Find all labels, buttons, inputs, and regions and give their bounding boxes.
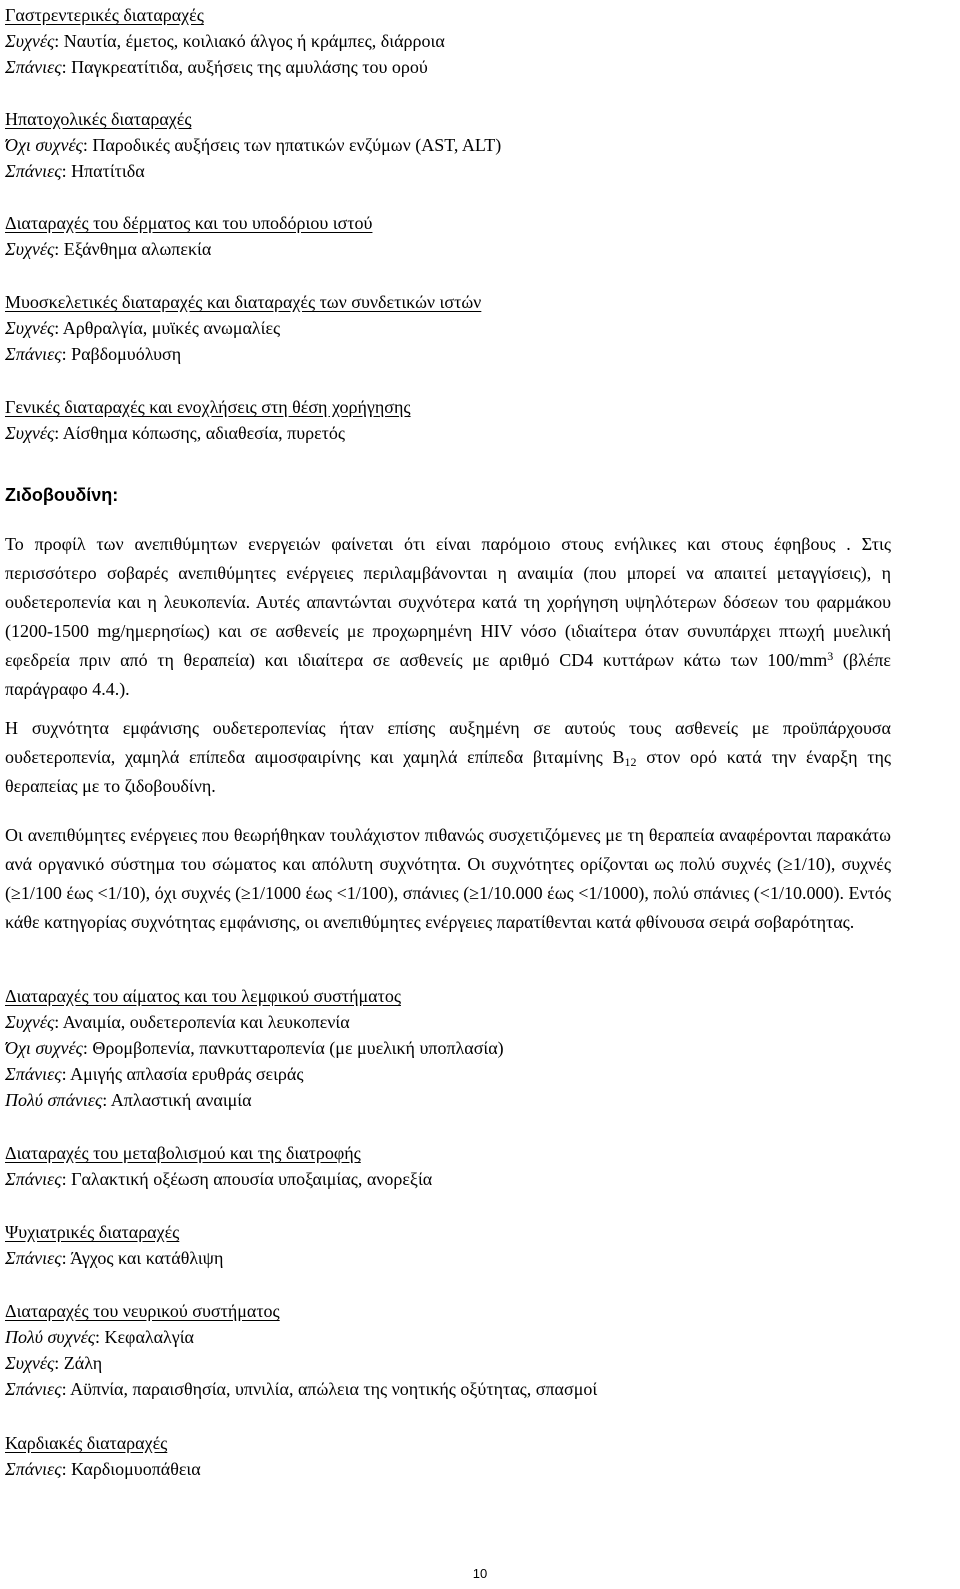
entry-text: : Αϋπνία, παραισθησία, υπνιλία, απώλεια της νοητικής οξύτητας, σπασμοί: [61, 1379, 598, 1399]
entry: [5, 54, 905, 80]
page-number: 10: [472, 1566, 488, 1581]
entry-text: : Κεφαλαλγία: [95, 1327, 194, 1347]
section-general: [5, 394, 905, 446]
entry-text: : Άγχος και κατάθλιψη: [61, 1248, 224, 1268]
entry: [5, 132, 905, 158]
entry-text: : Αρθραλγία, μυϊκές ανωμαλίες: [54, 318, 281, 338]
section-heading: Διαταραχές του μεταβολισμού και της διατροφής: [5, 1143, 361, 1163]
entry-text: : Απλαστική αναιμία: [102, 1090, 252, 1110]
section-psychiatric: [5, 1219, 905, 1271]
section-nervous-system: [5, 1298, 905, 1402]
section-heading: Μυοσκελετικές διαταραχές και διαταραχές των συνδετικών ιστών: [5, 292, 482, 312]
entry: [5, 1376, 905, 1402]
entry: [5, 28, 905, 54]
section-heading: Γαστρεντερικές διαταραχές: [5, 5, 204, 25]
entry: [5, 1009, 905, 1035]
entry: [5, 420, 905, 446]
frequency-label: Συχνές: [5, 239, 55, 259]
frequency-label: Πολύ συχνές: [5, 1327, 95, 1347]
frequency-label: Συχνές: [5, 423, 55, 443]
section-musculoskeletal: [5, 289, 905, 367]
entry-text: : Εξάνθημα αλωπεκία: [54, 239, 212, 259]
entry-text: : Παγκρεατίτιδα, αυξήσεις της αμυλάσης του ορού: [61, 57, 428, 77]
frequency-label: Σπάνιες: [5, 57, 62, 77]
frequency-label: Σπάνιες: [5, 161, 62, 181]
frequency-label: Συχνές: [5, 1012, 55, 1032]
frequency-label: Συχνές: [5, 1353, 55, 1373]
frequency-label: Σπάνιες: [5, 344, 62, 364]
drug-heading: Ζιδοβουδίνη:: [5, 485, 119, 505]
entry-text: : Θρομβοπενία, πανκυτταροπενία (με μυελική υποπλασία): [82, 1038, 504, 1058]
entry-text: : Καρδιομυοπάθεια: [61, 1459, 201, 1479]
frequency-label: Συχνές: [5, 318, 55, 338]
frequency-label: Όχι συχνές: [5, 1038, 83, 1058]
entry-text: : Αμιγής απλασία ερυθράς σειράς: [61, 1064, 304, 1084]
superscript: 3: [827, 649, 834, 663]
frequency-label: Σπάνιες: [5, 1169, 62, 1189]
paragraph-text: Η συχνότητα εμφάνισης ουδετεροπενίας ήταν επίσης αυξημένη σε αυτούς τους ασθενείς με προϋπάρχουσα ουδετεροπενία, χαμηλά επίπεδα αιμοσφαιρίνης και χαμηλά επίπεδα βιταμίνης B: [5, 718, 891, 767]
entry: [5, 341, 905, 367]
entry: [5, 1456, 905, 1482]
entry: [5, 1087, 905, 1113]
entry: [5, 1324, 905, 1350]
entry-text: : Ναυτία, έμετος, κοιλιακό άλγος ή κράμπες, διάρροια: [54, 31, 445, 51]
entry: [5, 315, 905, 341]
entry-text: : Γαλακτική οξέωση απουσία υποξαιμίας, ανορεξία: [61, 1169, 433, 1189]
section-heading: Ηπατοχολικές διαταραχές: [5, 109, 192, 129]
paragraph-text: (βλέπε παράγραφο 4.4.).: [5, 650, 891, 699]
frequency-label: Σπάνιες: [5, 1064, 62, 1084]
entry-text: : Παροδικές αυξήσεις των ηπατικών ενζύμων (AST, ALT): [82, 135, 502, 155]
frequency-label: Σπάνιες: [5, 1248, 62, 1268]
paragraph-profile: [5, 530, 891, 704]
frequency-label: Σπάνιες: [5, 1379, 62, 1399]
section-hepatobiliary: [5, 106, 905, 184]
section-heading: Διαταραχές του αίματος και του λεμφικού συστήματος: [5, 986, 401, 1006]
frequency-label: Πολύ σπάνιες: [5, 1090, 103, 1110]
entry-text: : Αίσθημα κόπωσης, αδιαθεσία, πυρετός: [54, 423, 346, 443]
entry: [5, 1035, 905, 1061]
paragraph-frequency-definitions: Οι ανεπιθύμητες ενέργειες που θεωρήθηκαν τουλάχιστον πιθανώς συσχετιζόμενες με τη θεραπεία αναφέρονται παρακάτω ανά οργανικό σύστημα του σώματος και απόλυτη συχνότητα. Οι συχνότητες ορίζονται ως πολύ συχνές (≥1/10), συχνές (≥1/100 έως <1/10), όχι συχνές (≥1/1000 έως <1/100), σπάνιες (≥1/10.000 έως <1/1000), πολύ σπάνιες (<1/10.000). Εντός κάθε κατηγορίας συχνότητας εμφάνισης, οι ανεπιθύμητες ενέργειες παρατίθενται κατά φθίνουσα σειρά σοβαρότητας.: [5, 825, 891, 932]
paragraph-text: στον ορό κατά την έναρξη της θεραπείας με το ζιδοβουδίνη.: [5, 747, 891, 796]
entry: [5, 1245, 905, 1271]
frequency-label: Σπάνιες: [5, 1459, 62, 1479]
entry-text: : Αναιμία, ουδετεροπενία και λευκοπενία: [54, 1012, 350, 1032]
entry-text: : Ραβδομυόλυση: [61, 344, 182, 364]
section-heading: Διαταραχές του δέρματος και του υποδόριου ιστού: [5, 213, 373, 233]
paragraph-neutropenia: [5, 714, 891, 801]
section-cardiac: [5, 1430, 905, 1482]
entry: [5, 1350, 905, 1376]
entry-text: : Ζάλη: [54, 1353, 103, 1373]
entry: [5, 158, 905, 184]
section-heading: Γενικές διαταραχές και ενοχλήσεις στη θέση χορήγησης: [5, 397, 411, 417]
entry-text: : Ηπατίτιδα: [61, 161, 145, 181]
subscript: 12: [624, 755, 637, 769]
entry: [5, 1166, 905, 1192]
frequency-label: Όχι συχνές: [5, 135, 83, 155]
entry: [5, 236, 905, 262]
section-blood: [5, 983, 905, 1113]
section-skin: [5, 210, 905, 262]
section-metabolism: [5, 1140, 905, 1192]
entry: [5, 1061, 905, 1087]
section-heading: Καρδιακές διαταραχές: [5, 1433, 168, 1453]
frequency-label: Συχνές: [5, 31, 55, 51]
section-gastrointestinal: [5, 2, 905, 80]
section-heading: Διαταραχές του νευρικού συστήματος: [5, 1301, 280, 1321]
section-heading: Ψυχιατρικές διαταραχές: [5, 1222, 180, 1242]
paragraph-text: Το προφίλ των ανεπιθύμητων ενεργειών φαίνεται ότι είναι παρόμοιο στους ενήλικες και στους έφηβους . Στις περισσότερο σοβαρές ανεπιθύμητες ενέργειες περιλαμβάνονται η αναιμία (που μπορεί να απαιτεί μεταγγίσεις), η ουδετεροπενία και η λευκοπενία. Αυτές απαντώνται συχνότερα κατά τη χορήγηση υψηλότερων δόσεων του φαρμάκου (1200-1500 mg/ημερησίως) και σε ασθενείς με προχωρημένη HIV νόσο (ιδιαίτερα όταν συνυπάρχει πτωχή μυελική εφεδρεία πριν από τη θεραπεία) και ιδιαίτερα σε ασθενείς με αριθμό CD4 κυττάρων κάτω των 100/mm: [5, 534, 891, 670]
